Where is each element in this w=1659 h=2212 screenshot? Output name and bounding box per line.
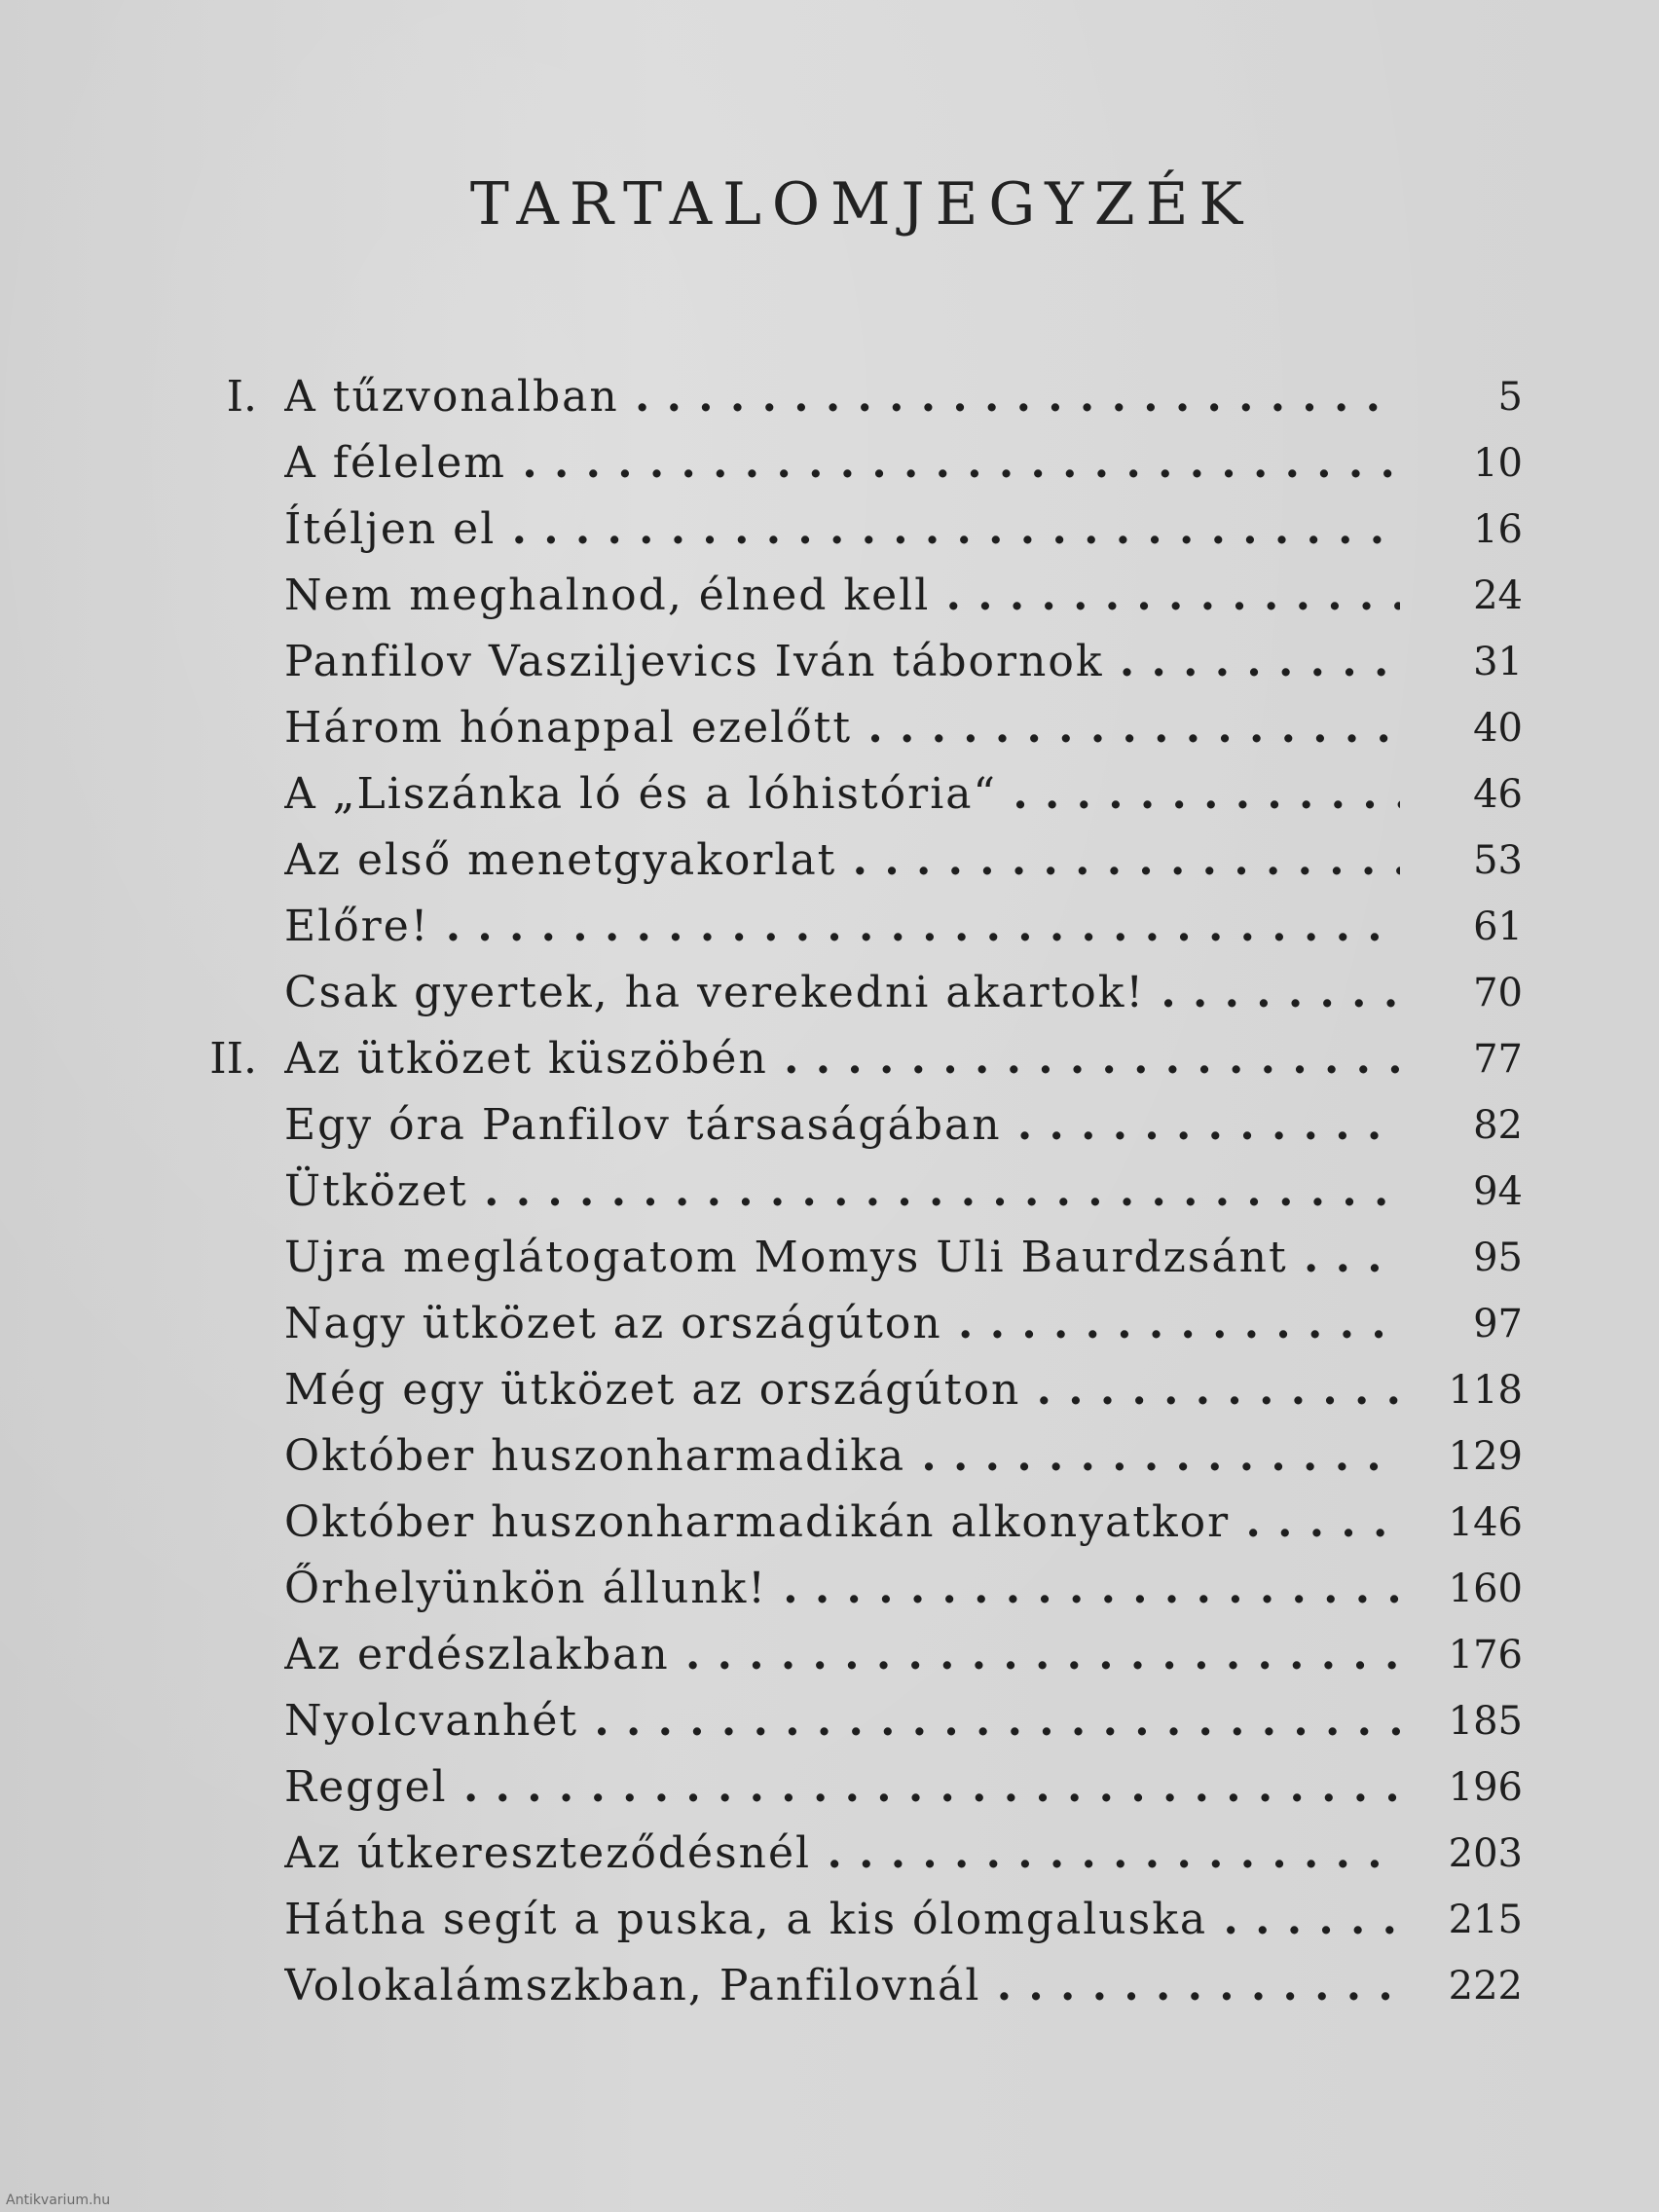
chapter-title: Volokalámszkban, Panfilovnál . . . bbox=[284, 1953, 1400, 2019]
toc-entry bbox=[0, 629, 1659, 695]
page-number: 97 bbox=[1473, 1302, 1523, 1346]
page-number: 77 bbox=[1473, 1037, 1523, 1082]
chapter-title: Az útkereszteződésnél . . . bbox=[284, 1821, 1400, 1887]
page-number: 203 bbox=[1448, 1831, 1523, 1876]
part-number: II. bbox=[209, 1034, 257, 1084]
page-number: 46 bbox=[1473, 772, 1523, 817]
chapter-title: Őrhelyünkön állunk! . . . bbox=[284, 1556, 1400, 1622]
toc-entry bbox=[0, 1026, 1659, 1092]
chapter-title: Reggel . . . bbox=[284, 1754, 1400, 1821]
toc-entry bbox=[0, 894, 1659, 960]
page-number: 31 bbox=[1473, 640, 1523, 684]
chapter-title: Három hónappal ezelőtt . . . bbox=[284, 695, 1400, 761]
page-number: 160 bbox=[1448, 1567, 1523, 1611]
page-number: 129 bbox=[1448, 1434, 1523, 1479]
page-number: 95 bbox=[1473, 1235, 1523, 1280]
part-number: I. bbox=[226, 372, 257, 422]
chapter-title: Hátha segít a puska, a kis ólomgaluska . . . bbox=[284, 1887, 1400, 1953]
toc-entry bbox=[0, 1556, 1659, 1622]
chapter-title: Előre! . . . bbox=[284, 894, 1400, 960]
toc-entry bbox=[0, 1821, 1659, 1887]
toc-entry bbox=[0, 1887, 1659, 1953]
chapter-title: Nyolcvanhét . . . bbox=[284, 1688, 1400, 1754]
watermark: Antikvarium.hu bbox=[6, 2193, 111, 2208]
chapter-title: Ujra meglátogatom Momys Uli Baurdzsánt . . . bbox=[284, 1225, 1400, 1291]
chapter-title: Ütközet . . . bbox=[284, 1159, 1400, 1225]
toc-entry bbox=[0, 1225, 1659, 1291]
toc-entry bbox=[0, 1092, 1659, 1159]
toc-entry bbox=[0, 364, 1659, 430]
chapter-title: Az első menetgyakorlat . . . bbox=[284, 828, 1400, 894]
toc-entry bbox=[0, 1688, 1659, 1754]
page-number: 82 bbox=[1473, 1103, 1523, 1148]
page-number: 70 bbox=[1473, 971, 1523, 1015]
toc-entry bbox=[0, 960, 1659, 1026]
toc-entry bbox=[0, 1291, 1659, 1357]
page-number: 176 bbox=[1448, 1633, 1523, 1677]
page-number: 40 bbox=[1473, 706, 1523, 751]
chapter-title: Október huszonharmadika . . . bbox=[284, 1423, 1400, 1490]
toc-entry bbox=[0, 828, 1659, 894]
chapter-title: Nem meghalnod, élned kell . . . bbox=[284, 563, 1400, 629]
toc-entry bbox=[0, 1159, 1659, 1225]
page-number: 222 bbox=[1448, 1964, 1523, 2009]
toc-entry bbox=[0, 497, 1659, 563]
page-number: 185 bbox=[1448, 1699, 1523, 1744]
toc-entry bbox=[0, 1423, 1659, 1490]
toc-entry bbox=[0, 1953, 1659, 2019]
chapter-title: A félelem . . . bbox=[284, 430, 1400, 497]
chapter-title: A „Liszánka ló és a lóhistória“ . . . bbox=[284, 761, 1400, 828]
page-number: 146 bbox=[1448, 1500, 1523, 1545]
chapter-title: Panfilov Vasziljevics Iván tábornok . . . bbox=[284, 629, 1400, 695]
page-number: 94 bbox=[1473, 1169, 1523, 1214]
page-title: TARTALOMJEGYZÉK bbox=[469, 170, 1254, 239]
page-number: 24 bbox=[1473, 573, 1523, 618]
page-number: 16 bbox=[1473, 507, 1523, 552]
toc-entry bbox=[0, 761, 1659, 828]
chapter-title: Ítéljen el . . . bbox=[284, 497, 1400, 563]
chapter-title: Az erdészlakban . . . bbox=[284, 1622, 1400, 1688]
page-number: 53 bbox=[1473, 838, 1523, 883]
page-number: 61 bbox=[1473, 904, 1523, 949]
chapter-title: Csak gyertek, ha verekedni akartok! . . . bbox=[284, 960, 1400, 1026]
chapter-title: Október huszonharmadikán alkonyatkor . . . bbox=[284, 1490, 1400, 1556]
page-number: 215 bbox=[1448, 1898, 1523, 1942]
chapter-title: Az ütközet küszöbén . . . bbox=[284, 1026, 1400, 1092]
toc-entry bbox=[0, 430, 1659, 497]
page-number: 10 bbox=[1473, 441, 1523, 486]
page-number: 196 bbox=[1448, 1765, 1523, 1810]
chapter-title: Még egy ütközet az országúton . . . bbox=[284, 1357, 1400, 1423]
toc-entry bbox=[0, 1357, 1659, 1423]
toc-entry bbox=[0, 1754, 1659, 1821]
toc-entry bbox=[0, 1622, 1659, 1688]
page-number: 118 bbox=[1448, 1368, 1523, 1413]
chapter-title: Nagy ütközet az országúton . . . bbox=[284, 1291, 1400, 1357]
chapter-title: A tűzvonalban . . . bbox=[284, 364, 1400, 430]
toc-entry bbox=[0, 563, 1659, 629]
chapter-title: Egy óra Panfilov társaságában . . . bbox=[284, 1092, 1400, 1159]
toc-entry bbox=[0, 1490, 1659, 1556]
page-number: 5 bbox=[1497, 375, 1523, 420]
toc-entry bbox=[0, 695, 1659, 761]
